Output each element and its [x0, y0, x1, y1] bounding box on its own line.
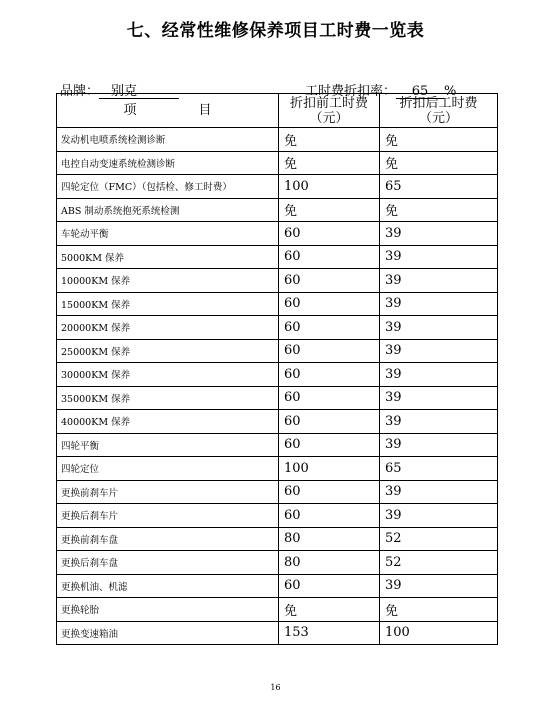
cell-after-discount: 39 [380, 339, 498, 363]
table-row [57, 128, 498, 152]
cell-item-name: 更换机油、机滤 [57, 574, 279, 598]
cell-after-discount: 39 [380, 386, 498, 410]
cell-after-discount: 免 [380, 198, 498, 222]
table-row [57, 386, 498, 410]
brand-value: 别克 [99, 85, 179, 99]
cell-after-discount: 39 [380, 363, 498, 387]
cell-before-discount: 免 [279, 598, 380, 622]
cell-after-discount: 52 [380, 551, 498, 575]
cell-item-name: 车轮动平衡 [57, 222, 279, 246]
header-item-a: 项 [123, 103, 137, 118]
cell-after-discount: 39 [380, 269, 498, 293]
header-after-line1: 折扣后工时费 [399, 95, 478, 111]
cell-before-discount: 60 [279, 574, 380, 598]
cell-before-discount: 60 [279, 410, 380, 434]
cell-item-name: 更换前刹车片 [57, 480, 279, 504]
table-row [57, 151, 498, 175]
cell-before-discount: 60 [279, 504, 380, 528]
table-row [57, 504, 498, 528]
cell-before-discount: 80 [279, 551, 380, 575]
table-row [57, 363, 498, 387]
cell-item-name: 20000KM 保养 [57, 316, 279, 340]
cell-after-discount: 39 [380, 480, 498, 504]
cell-item-name: 更换变速箱油 [57, 621, 279, 645]
cell-before-discount: 60 [279, 363, 380, 387]
cell-after-discount: 免 [380, 598, 498, 622]
cell-before-discount: 免 [279, 128, 380, 152]
cell-before-discount: 100 [279, 457, 380, 481]
table-row [57, 574, 498, 598]
discount-value: 65 [396, 85, 444, 99]
table-row [57, 339, 498, 363]
cell-before-discount: 60 [279, 339, 380, 363]
cell-item-name: 15000KM 保养 [57, 292, 279, 316]
table-row [57, 621, 498, 645]
cell-after-discount: 52 [380, 527, 498, 551]
discount-label: 工时费折扣率： [305, 84, 397, 99]
cell-item-name: 35000KM 保养 [57, 386, 279, 410]
cell-after-discount: 39 [380, 292, 498, 316]
cell-item-name: 更换后刹车片 [57, 504, 279, 528]
table-row [57, 480, 498, 504]
cell-item-name: 四轮定位（FMC）（包括检、修工时费） [57, 175, 279, 199]
cell-item-name: 更换后刹车盘 [57, 551, 279, 575]
brand-label: 品牌： [60, 84, 100, 99]
cell-before-discount: 免 [279, 151, 380, 175]
cell-item-name: 10000KM 保养 [57, 269, 279, 293]
table-row [57, 457, 498, 481]
cell-before-discount: 60 [279, 269, 380, 293]
header-after-line2: （元） [418, 110, 458, 126]
table-row [57, 551, 498, 575]
table-row [57, 269, 498, 293]
cell-item-name: 更换前刹车盘 [57, 527, 279, 551]
cell-before-discount: 60 [279, 292, 380, 316]
cell-before-discount: 免 [279, 198, 380, 222]
table-row [57, 598, 498, 622]
header-item-b: 目 [198, 103, 212, 118]
cell-after-discount: 39 [380, 410, 498, 434]
table-row [57, 198, 498, 222]
cell-item-name: 40000KM 保养 [57, 410, 279, 434]
document-title: 七、经常性维修保养项目工时费一览表 [126, 21, 425, 41]
table-row [57, 175, 498, 199]
header-after-discount [380, 94, 498, 128]
cell-item-name: 发动机电喷系统检测诊断 [57, 128, 279, 152]
table-row [57, 433, 498, 457]
cell-after-discount: 39 [380, 316, 498, 340]
cell-after-discount: 免 [380, 128, 498, 152]
cell-item-name: 电控自动变速系统检测诊断 [57, 151, 279, 175]
cell-item-name: 5000KM 保养 [57, 245, 279, 269]
cell-after-discount: 65 [380, 175, 498, 199]
cell-before-discount: 60 [279, 480, 380, 504]
cell-item-name: 30000KM 保养 [57, 363, 279, 387]
cell-before-discount: 60 [279, 245, 380, 269]
cell-after-discount: 39 [380, 574, 498, 598]
table-row [57, 222, 498, 246]
cell-after-discount: 免 [380, 151, 498, 175]
cell-before-discount: 100 [279, 175, 380, 199]
header-before-discount [279, 94, 380, 128]
cell-before-discount: 60 [279, 316, 380, 340]
cell-after-discount: 39 [380, 433, 498, 457]
discount-unit: % [444, 84, 457, 99]
cell-before-discount: 60 [279, 433, 380, 457]
cell-after-discount: 39 [380, 504, 498, 528]
labor-fee-table [56, 93, 498, 645]
cell-item-name: 四轮定位 [57, 457, 279, 481]
page-number: 16 [270, 683, 281, 692]
cell-before-discount: 153 [279, 621, 380, 645]
header-item [57, 94, 279, 128]
table-row [57, 245, 498, 269]
cell-after-discount: 39 [380, 245, 498, 269]
header-before-line2: （元） [309, 110, 349, 126]
table-row [57, 292, 498, 316]
table-row [57, 316, 498, 340]
cell-item-name: 四轮平衡 [57, 433, 279, 457]
cell-item-name: 更换轮胎 [57, 598, 279, 622]
cell-item-name: ABS 制动系统抱死系统检测 [57, 198, 279, 222]
cell-before-discount: 80 [279, 527, 380, 551]
cell-before-discount: 60 [279, 386, 380, 410]
table-row [57, 410, 498, 434]
table-row [57, 527, 498, 551]
cell-after-discount: 39 [380, 222, 498, 246]
cell-before-discount: 60 [279, 222, 380, 246]
cell-after-discount: 100 [380, 621, 498, 645]
cell-after-discount: 65 [380, 457, 498, 481]
header-before-line1: 折扣前工时费 [289, 95, 368, 111]
cell-item-name: 25000KM 保养 [57, 339, 279, 363]
table-header-row [57, 94, 498, 128]
